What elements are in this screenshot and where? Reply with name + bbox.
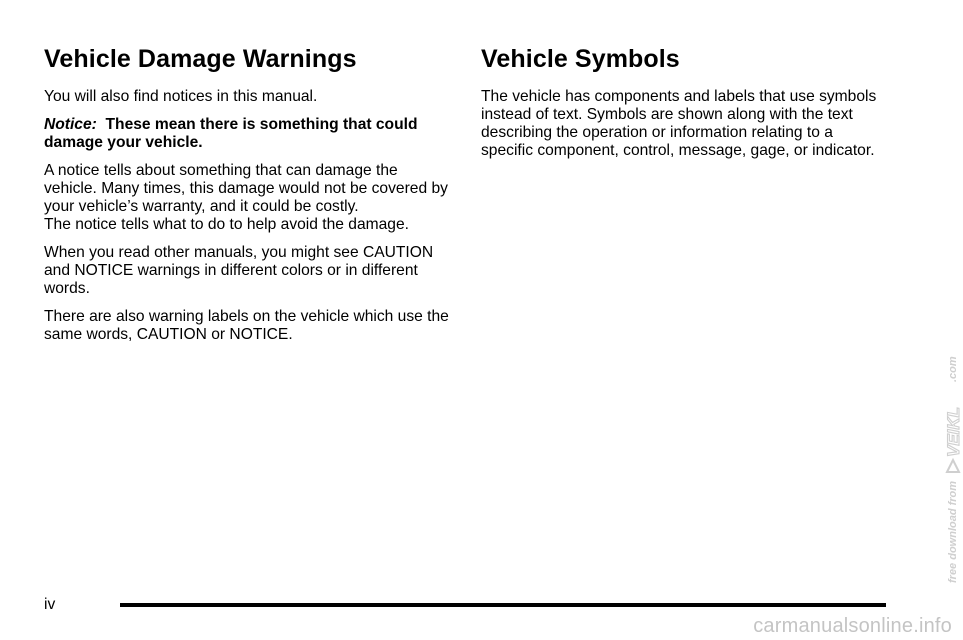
vehicle-symbols-heading: Vehicle Symbols <box>481 45 680 73</box>
intro-paragraph: You will also find notices in this manual. <box>44 88 318 105</box>
left-column <box>44 44 454 354</box>
notice-label: Notice: <box>44 116 97 133</box>
veikl-logo <box>943 388 963 474</box>
footer-site-watermark: carmanualsonline.info <box>753 615 952 637</box>
vehicle-damage-warnings-heading: Vehicle Damage Warnings <box>44 45 357 73</box>
notice-description-text: A notice tells about something that can damage the vehicle. Many times, this damage would not be covered by your vehicle’s warranty, and it could be costly. <box>44 162 448 215</box>
side-watermark <box>943 356 963 583</box>
notice-paragraph <box>44 116 454 152</box>
other-manuals-paragraph: When you read other manuals, you might see CAUTION and NOTICE warnings in different colors or in different words. <box>44 244 434 297</box>
notice-description-paragraph <box>44 162 454 234</box>
notice-text: These mean there is something that could damage your vehicle. <box>44 116 418 151</box>
notice-help-text: The notice tells what to do to help avoid the damage. <box>44 216 409 233</box>
warning-labels-paragraph: There are also warning labels on the vehicle which use the same words, CAUTION or NOTICE. <box>44 308 449 343</box>
watermark-suffix: .com <box>947 356 959 383</box>
right-column <box>481 44 881 170</box>
vehicle-symbols-paragraph: The vehicle has components and labels that use symbols instead of text. Symbols are shown along with the text describing the operation or information relating to a specific component, control, message, gage, or indicator. <box>481 88 877 159</box>
page-number: iv <box>44 596 56 613</box>
watermark-prefix: free download from <box>947 480 959 583</box>
svg-text:VEIKL: VEIKL <box>944 407 963 458</box>
footer-divider <box>120 603 886 607</box>
